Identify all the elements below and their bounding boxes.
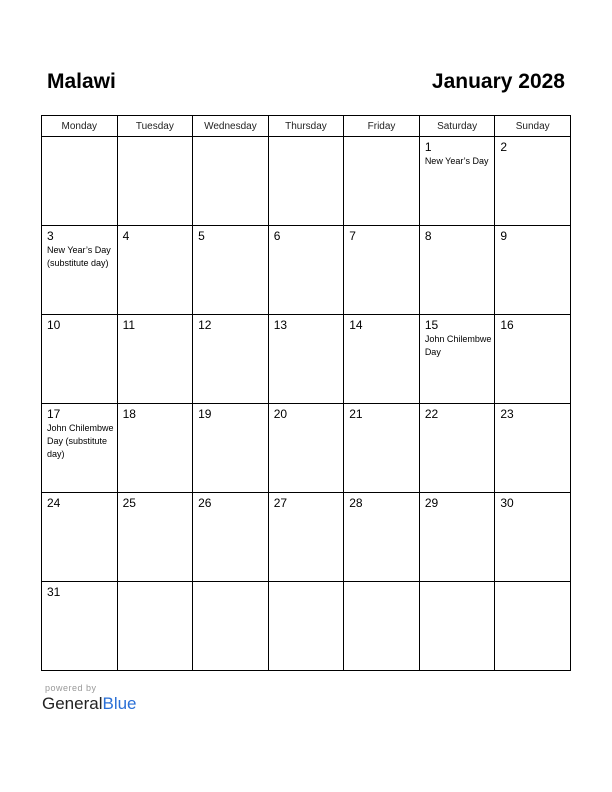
week-row: [42, 226, 571, 315]
day-number: 7: [349, 229, 356, 243]
day-number: 26: [198, 496, 212, 510]
day-cell: [117, 493, 193, 582]
brand-blue: Blue: [102, 694, 137, 713]
day-cell: [268, 493, 344, 582]
week-row: [42, 404, 571, 493]
day-number: 31: [47, 585, 61, 599]
weekday-header: Monday: [42, 116, 118, 137]
day-cell: [42, 582, 118, 671]
holiday-label: New Year’s Day: [424, 156, 489, 166]
day-cell: [42, 315, 118, 404]
day-cell: [193, 404, 269, 493]
day-number: 24: [47, 496, 61, 510]
day-cell: [117, 315, 193, 404]
day-cell: [344, 404, 420, 493]
day-number: 17: [47, 407, 61, 421]
day-cell: [495, 315, 571, 404]
day-cell: [268, 226, 344, 315]
day-number: 5: [198, 229, 205, 243]
weekday-header: Wednesday: [193, 116, 269, 137]
day-number: 13: [273, 318, 288, 332]
weekday-header: Sunday: [495, 116, 571, 137]
day-cell: [495, 404, 571, 493]
day-cell: [419, 315, 495, 404]
day-cell: [344, 315, 420, 404]
powered-by-label: powered by: [45, 683, 97, 693]
day-cell: [193, 226, 269, 315]
calendar-grid: [41, 115, 571, 671]
day-number: 29: [424, 496, 439, 510]
day-number: 22: [424, 407, 439, 421]
day-cell: [42, 137, 118, 226]
weekday-header: Saturday: [419, 116, 495, 137]
week-row: [42, 582, 571, 671]
day-cell: [42, 226, 118, 315]
day-number: 4: [122, 229, 130, 243]
day-cell: [268, 404, 344, 493]
holiday-label: John Chilembwe Day (substitute day): [47, 423, 114, 459]
day-number: 12: [198, 318, 212, 332]
day-number: 10: [47, 318, 61, 332]
day-number: 8: [424, 229, 432, 243]
month-title: January 2028: [431, 70, 565, 93]
day-number: 20: [273, 407, 288, 421]
day-cell: [117, 137, 193, 226]
day-number: 6: [273, 229, 281, 243]
day-number: 21: [349, 407, 363, 421]
day-cell: [193, 315, 269, 404]
day-cell: [42, 493, 118, 582]
holiday-label: New Year’s Day (substitute day): [47, 245, 111, 268]
day-cell: [193, 137, 269, 226]
day-number: 25: [122, 496, 136, 510]
day-cell: [495, 582, 571, 671]
day-cell: [344, 493, 420, 582]
day-cell: [495, 226, 571, 315]
day-number: 30: [500, 496, 514, 510]
day-cell: [117, 226, 193, 315]
day-number: 9: [500, 229, 508, 243]
day-cell: [495, 493, 571, 582]
day-number: 2: [500, 140, 508, 154]
day-number: 1: [424, 140, 432, 154]
day-cell: [419, 493, 495, 582]
day-cell: [419, 404, 495, 493]
day-number: 14: [349, 318, 363, 332]
day-number: 15: [424, 318, 439, 332]
day-cell: [268, 582, 344, 671]
day-number: 11: [122, 318, 136, 332]
weekday-header-row: [42, 116, 571, 137]
day-cell: [268, 137, 344, 226]
day-number: 27: [273, 496, 288, 510]
day-cell: [42, 404, 118, 493]
brand-logo[interactable]: [42, 694, 137, 714]
weekday-header: Tuesday: [117, 116, 193, 137]
day-number: 16: [500, 318, 514, 332]
day-cell: [117, 582, 193, 671]
week-row: [42, 493, 571, 582]
day-cell: [344, 137, 420, 226]
day-cell: [268, 315, 344, 404]
weekday-header: Thursday: [268, 116, 344, 137]
day-cell: [193, 582, 269, 671]
day-number: 19: [198, 407, 212, 421]
day-number: 28: [349, 496, 363, 510]
day-cell: [495, 137, 571, 226]
day-cell: [344, 226, 420, 315]
country-title: Malawi: [47, 70, 116, 93]
day-cell: [419, 137, 495, 226]
day-cell: [419, 582, 495, 671]
week-row: [42, 137, 571, 226]
weekday-header: Friday: [344, 116, 420, 137]
day-cell: [344, 582, 420, 671]
day-number: 3: [47, 229, 54, 243]
day-cell: [193, 493, 269, 582]
brand-general: General: [42, 694, 103, 713]
day-number: 23: [500, 407, 514, 421]
day-cell: [419, 226, 495, 315]
holiday-label: John Chilembwe Day: [424, 334, 492, 357]
week-row: [42, 315, 571, 404]
day-cell: [117, 404, 193, 493]
day-number: 18: [122, 407, 136, 421]
